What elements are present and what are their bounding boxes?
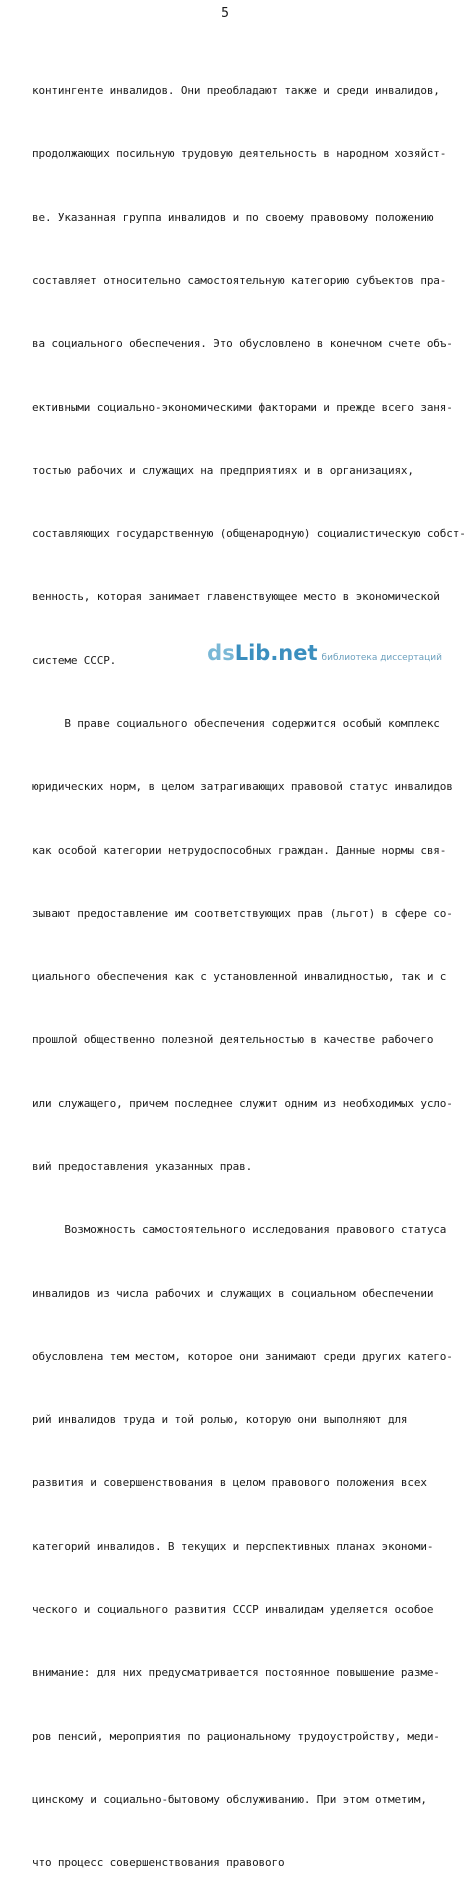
watermark-logo-suffix: Lib.net [234, 641, 318, 665]
text-line: циального обеспечения как с установленной инвалидностью, так и с [32, 970, 447, 984]
document-body [32, 38, 466, 1894]
text-line: юридических норм, в целом затрагивающих правовой статус инвалидов [32, 780, 453, 794]
watermark-logo-prefix: ds [207, 641, 235, 665]
text-line: ективными социально-экономическими факторами и прежде всего заня- [32, 400, 453, 414]
text-line: ческого и социального развития СССР инвалидам уделяется особое [32, 1602, 434, 1616]
text-line: контингенте инвалидов. Они преобладают также и среди инвалидов, [32, 84, 440, 98]
text-line: тостью рабочих и служащих на предприятиях и в организациях, [32, 463, 414, 477]
text-line: Возможность самостоятельного исследования правового статуса [32, 1223, 447, 1237]
text-line: или служащего, причем последнее служит одним из необходимых усло- [32, 1096, 453, 1110]
text-line: цинскому и социально-бытовому обслуживанию. При этом отметим, [32, 1792, 427, 1806]
text-line: составляющих государственную (общенародную) социалистическую собст- [32, 527, 466, 541]
watermark-logo [207, 643, 317, 664]
text-line: ва социального обеспечения. Это обусловлено в конечном счете объ- [32, 337, 453, 351]
text-line: В праве социального обеспечения содержится особый комплекс [32, 717, 440, 730]
text-line: внимание: для них предусматривается постоянное повышение разме- [32, 1666, 440, 1680]
text-line: рий инвалидов труда и той ролью, которую они выполняют для [32, 1413, 408, 1427]
watermark-caption: библиотека диссертаций [321, 653, 442, 663]
text-line: ве. Указанная группа инвалидов и по своему правовому положению [32, 210, 434, 224]
text-line: как особой категории нетрудоспособных граждан. Данные нормы свя- [32, 843, 447, 857]
text-line: прошлой общественно полезной деятельностью в качестве рабочего [32, 1033, 434, 1047]
page-number: 5 [221, 6, 229, 21]
watermark [207, 643, 442, 664]
text-line: вий предоставления указанных прав. [32, 1159, 253, 1173]
text-line: что процесс совершенствования правового [32, 1856, 285, 1870]
text-line: продолжающих посильную трудовую деятельность в народном хозяйст- [32, 147, 447, 161]
text-line: ров пенсий, мероприятия по рациональному трудоустройству, меди- [32, 1729, 440, 1743]
text-line: составляет относительно самостоятельную категорию субъектов пра- [32, 274, 447, 288]
text-line: венность, которая занимает главенствующее место в экономической [32, 590, 440, 604]
text-line: обусловлена тем местом, которое они занимают среди других катего- [32, 1349, 453, 1363]
text-line: зывают предоставление им соответствующих прав (льгот) в сфере со- [32, 906, 453, 920]
text-line: инвалидов из числа рабочих и служащих в социальном обеспечении [32, 1286, 434, 1300]
text-line: развития и совершенствования в целом правового положения всех [32, 1476, 427, 1490]
text-line: системе СССР. [32, 653, 117, 667]
text-line: категорий инвалидов. В текущих и перспективных планах экономи- [32, 1539, 434, 1553]
